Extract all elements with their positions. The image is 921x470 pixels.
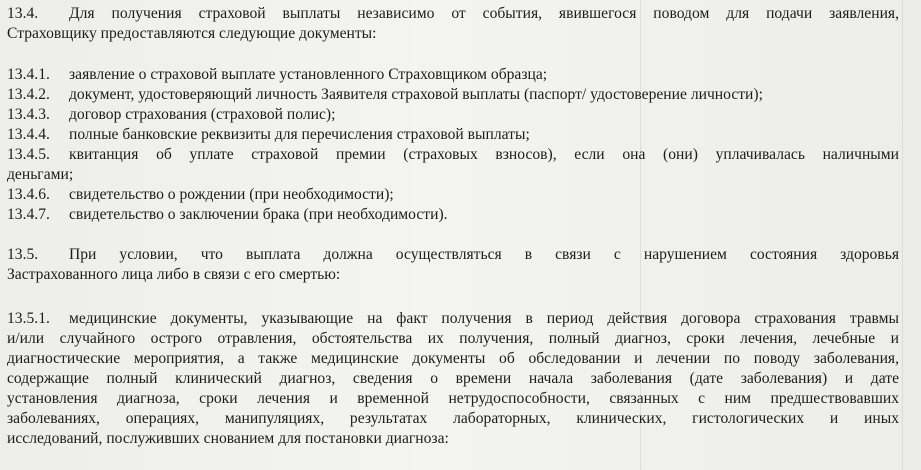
item-13-5-1 — [7, 309, 899, 449]
list-item — [7, 125, 899, 145]
section-number: 13.5. — [7, 246, 39, 263]
item-number: 13.4.1. — [7, 66, 50, 83]
list-item-continuation: деньгами; — [7, 166, 74, 183]
item-text: свидетельство о заключении брака (при необходимости). — [69, 206, 448, 223]
item-text: заявление о страховой выплате установленного Страховщиком образца; — [69, 66, 548, 83]
item-text: медицинские документы, указывающие на факт получения в период действия договора страхования травмы — [69, 310, 899, 327]
section-13-4 — [7, 4, 899, 44]
scan-fold-line — [902, 0, 903, 470]
item-number: 13.4.2. — [7, 86, 50, 103]
item-number: 13.4.7. — [7, 206, 50, 223]
item-number: 13.4.6. — [7, 186, 50, 203]
item-text: полные банковские реквизиты для перечисления страховой выплаты; — [69, 126, 530, 143]
section-13-5 — [7, 245, 899, 285]
section-13-4-line-2: Страховщику предоставляются следующие документы: — [7, 25, 377, 42]
item-13-5-1-line-7: исследований, послуживших снованием для постановки диагноза: — [7, 430, 449, 447]
item-13-5-1-line-3: диагностические мероприятия, а также медицинские документы об обследовании и лечении по поводу заболевания, — [7, 350, 899, 367]
section-13-4-line-1 — [7, 4, 899, 24]
list-item — [7, 185, 899, 205]
section-text: При условии, что выплата должна осуществляться в связи с нарушением состояния здоровья — [69, 246, 899, 263]
list-item — [7, 105, 899, 125]
item-text: договор страхования (страховой полис); — [69, 106, 336, 123]
items-13-4-list — [7, 65, 899, 225]
item-number: 13.4.4. — [7, 126, 50, 143]
section-13-5-line-2: Застрахованного лица либо в связи с его смертью: — [7, 266, 341, 283]
list-item — [7, 205, 899, 225]
list-item — [7, 145, 899, 165]
item-number: 13.4.3. — [7, 106, 50, 123]
section-13-5-line-1 — [7, 245, 899, 265]
item-13-5-1-line-6: заболеваниях, операциях, манипуляциях, результатах лабораторных, клинических, гистологических и иных — [7, 410, 899, 427]
list-item — [7, 65, 899, 85]
item-number: 13.4.5. — [7, 146, 50, 163]
item-number: 13.5.1. — [7, 310, 50, 327]
item-13-5-1-line-4: содержащие полный клинический диагноз, сведения о времени начала заболевания (дате заболевания) и дате — [7, 370, 899, 387]
list-item — [7, 85, 899, 105]
item-text: документ, удостоверяющий личность Заявителя страховой выплаты (паспорт/ удостоверение личности); — [69, 86, 763, 103]
section-text: Для получения страховой выплаты независимо от события, явившегося поводом для подачи заявления, — [69, 5, 899, 22]
section-number: 13.4. — [7, 5, 39, 22]
item-13-5-1-line-2: и/или случайного острого отравления, обстоятельства их получения, полный диагноз, сроки лечения, лечебные и — [7, 330, 899, 347]
item-13-5-1-line-5: установления диагноза, сроки лечения и временной нетрудоспособности, связанных с ним предшествовавших — [7, 390, 899, 407]
item-text: свидетельство о рождении (при необходимости); — [69, 186, 394, 203]
item-text: квитанция об уплате страховой премии (страховых взносов), если она (они) уплачивалась наличными — [69, 146, 899, 163]
item-13-5-1-line-1 — [7, 309, 899, 329]
